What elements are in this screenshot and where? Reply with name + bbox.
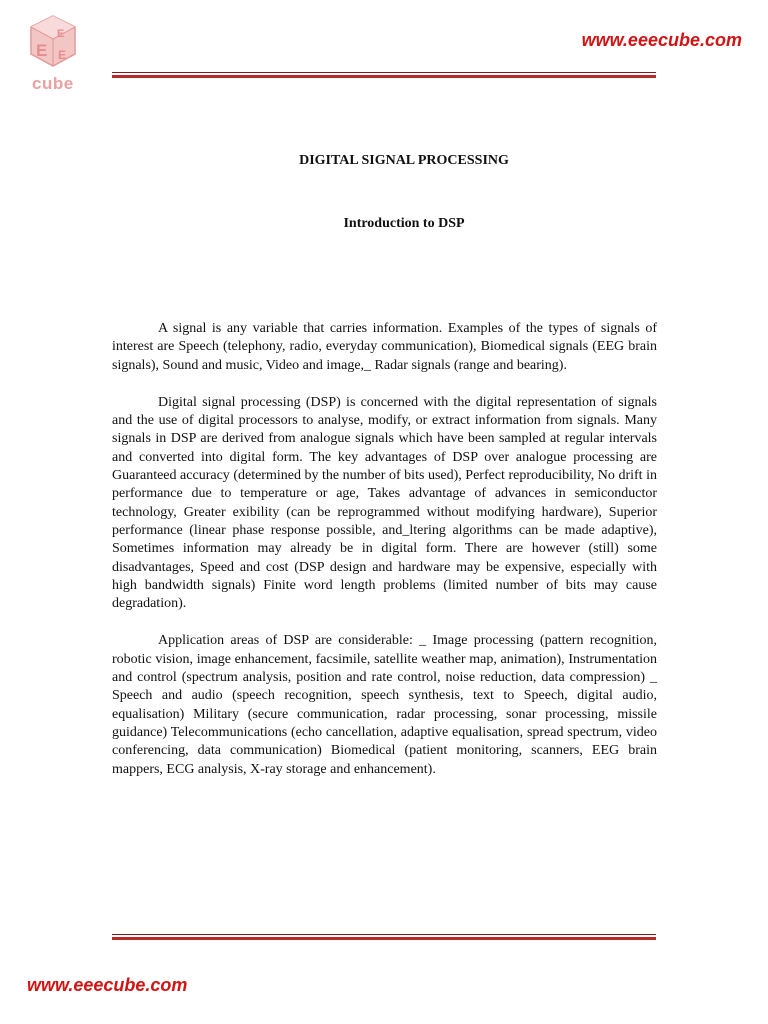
section-heading: Introduction to DSP — [343, 216, 465, 231]
svg-text:E: E — [58, 48, 67, 62]
eeecube-logo[interactable] — [22, 14, 82, 94]
document-body — [112, 320, 657, 798]
document-title: DIGITAL SIGNAL PROCESSING — [299, 153, 509, 168]
footer-site-link[interactable]: www.eeecube.com — [27, 975, 188, 995]
svg-text:E: E — [57, 28, 65, 40]
logo-wordmark: cube — [32, 74, 74, 93]
paragraph-signal-definition: A signal is any variable that carries information. Examples of the types of signals of interest are Speech (telephony, radio, everyday communication), Biomedical signals (EEG brain signals), Sound and music, Video and image,_ Radar signals (range and bearing). — [112, 321, 657, 373]
header-divider — [112, 72, 656, 78]
cube-logo-icon — [28, 14, 78, 76]
footer-divider — [112, 934, 656, 940]
paragraph-dsp-overview: Digital signal processing (DSP) is concerned with the digital representation of signals and the use of digital processors to analyse, modify, or extract information from signals. Many signals in DSP are derived from analogue signals which have been sampled at regular intervals and converted into digital form. The key advantages of DSP over analogue processing are Guaranteed accuracy (determined by the number of bits used), Perfect reproducibility, No drift in performance due to temperature or age, Takes advantage of advances in semiconductor technology, Greater exibility (can be reprogrammed without modifying hardware), Superior performance (linear phase response possible, and_ltering algorithms can be made adaptive), Sometimes information may already be in digital form. There are however (still) some disadvantages, Speed and cost (DSP design and hardware may be expensive, especially with high bandwidth signals) Finite word length problems (limited number of bits may cause degradation). — [112, 394, 657, 612]
header-site-link[interactable]: www.eeecube.com — [581, 30, 742, 50]
paragraph-application-areas: Application areas of DSP are considerable: _ Image processing (pattern recognition, robotic vision, image enhancement, facsimile, satellite weather map, animation), Instrumentation and control (spectrum analysis, position and rate control, noise reduction, data compression) _ Speech and audio (speech recognition, speech synthesis, text to Speech, digital audio, equalisation) Military (secure communication, radar processing, sonar processing, missile guidance) Telecommunications (echo cancellation, adaptive equalisation, spread spectrum, video conferencing, data communication) Biomedical (patient monitoring, scanners, EEG brain mappers, ECG analysis, X-ray storage and enhancement). — [112, 633, 657, 777]
svg-text:E: E — [36, 41, 48, 60]
